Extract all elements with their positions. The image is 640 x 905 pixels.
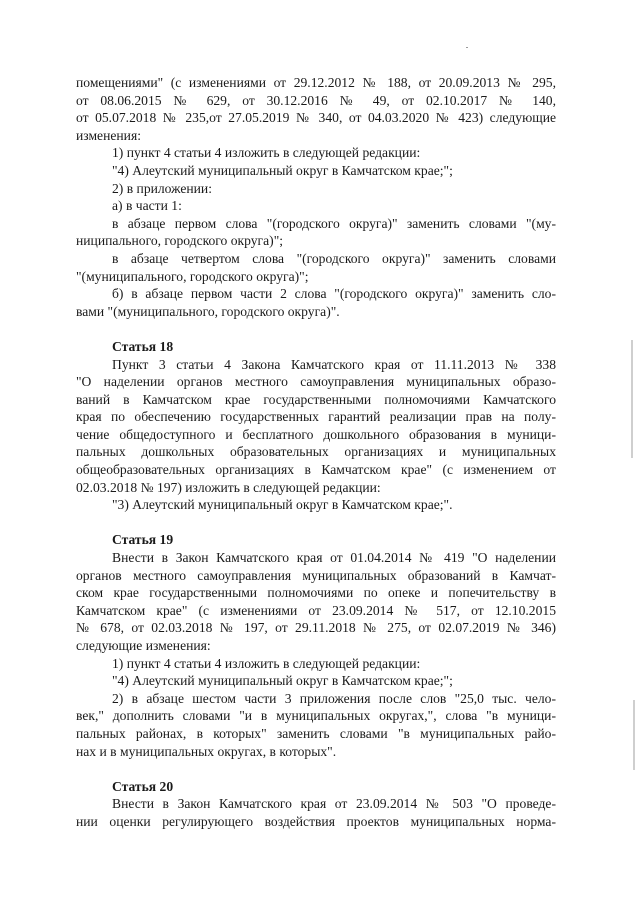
text-line: нии оценки регулирующего воздействия проектов муниципальных норма- [76, 813, 556, 829]
text-line: ваний в Камчатском крае государственными полномочиями Камчатского [76, 391, 556, 407]
text-line: "(муниципального, городского округа)"; [76, 268, 309, 284]
text-line: "4) Алеутский муниципальный округ в Камчатском крае;"; [112, 673, 453, 689]
text-line: век," дополнить словами "и в муниципальных округах,", слова "в муници- [76, 708, 556, 724]
scan-edge-mark [631, 340, 633, 458]
text-line: Камчатском крае" (с изменениями от 23.09.2014 № 517, от 12.10.2015 [76, 602, 556, 618]
text-line: чение общедоступного и бесплатного дошкольного образования в муници- [76, 426, 556, 442]
text-line: общеобразовательных организациях в Камчатском крае" (с изменением от [76, 462, 556, 478]
scan-speck [466, 47, 468, 48]
text-line: в абзаце первом слова "(городского округа)" заменить словами "(му- [112, 215, 556, 231]
text-line: ском крае государственными полномочиями по опеке и попечительству в [76, 585, 556, 601]
text-line: "4) Алеутский муниципальный округ в Камчатском крае;"; [112, 162, 453, 178]
text-line: Пункт 3 статьи 4 Закона Камчатского края от 11.11.2013 № 338 [112, 356, 556, 372]
article-heading: Статья 20 [112, 778, 174, 794]
text-line: 1) пункт 4 статьи 4 изложить в следующей редакции: [112, 145, 421, 161]
text-line: от 05.07.2018 № 235,от 27.05.2019 № 340, от 04.03.2020 № 423) следующие [76, 110, 556, 126]
text-line: в абзаце четвертом слова "(городского округа)" заменить словами [112, 250, 556, 266]
text-line: б) в абзаце первом части 2 слова "(городского округа)" заменить сло- [112, 286, 556, 302]
text-line: края по обеспечению государственных гарантий реализации прав на полу- [76, 409, 556, 425]
text-line: Внести в Закон Камчатского края от 23.09.2014 № 503 "О проведе- [112, 796, 556, 812]
text-line: вами "(муниципального, городского округа)". [76, 303, 340, 319]
article-heading: Статья 19 [112, 532, 174, 548]
text-line: помещениями" (с изменениями от 29.12.2012 № 188, от 20.09.2013 № 295, [76, 75, 556, 90]
text-line: пальных районах, в которых" заменить словами "в муниципальных райо- [76, 725, 556, 741]
text-line: 2) в приложении: [112, 180, 212, 196]
text-line: пальных дошкольных образовательных организациях и муниципальных [76, 444, 556, 460]
text-line: 02.03.2018 № 197) изложить в следующей редакции: [76, 479, 381, 495]
text-line: "3) Алеутский муниципальный округ в Камчатском крае;". [112, 497, 453, 513]
text-line: а) в части 1: [112, 198, 182, 214]
text-line: органов местного самоуправления муниципальных образований в Камчат- [76, 567, 556, 583]
text-line: изменения: [76, 127, 141, 143]
article-heading: Статья 18 [112, 338, 174, 354]
text-line: Внести в Закон Камчатского края от 01.04.2014 № 419 "О наделении [112, 550, 556, 566]
text-line: № 678, от 02.03.2018 № 197, от 29.11.2018 № 275, от 02.07.2019 № 346) [76, 620, 556, 636]
text-line: следующие изменения: [76, 638, 211, 653]
text-line: 1) пункт 4 статьи 4 изложить в следующей редакции: [112, 655, 421, 671]
text-line: от 08.06.2015 № 629, от 30.12.2016 № 49, от 02.10.2017 № 140, [76, 92, 556, 108]
text-line: 2) в абзаце шестом части 3 приложения после слов "25,0 тыс. чело- [112, 690, 556, 706]
text-line: нах и в муниципальных округах, в которых". [76, 743, 337, 759]
text-line: ниципального, городского округа)"; [76, 233, 284, 249]
document-text [76, 74, 556, 831]
scan-edge-mark [633, 700, 635, 770]
text-line: "О наделении органов местного самоуправления муниципальных образо- [76, 374, 556, 390]
